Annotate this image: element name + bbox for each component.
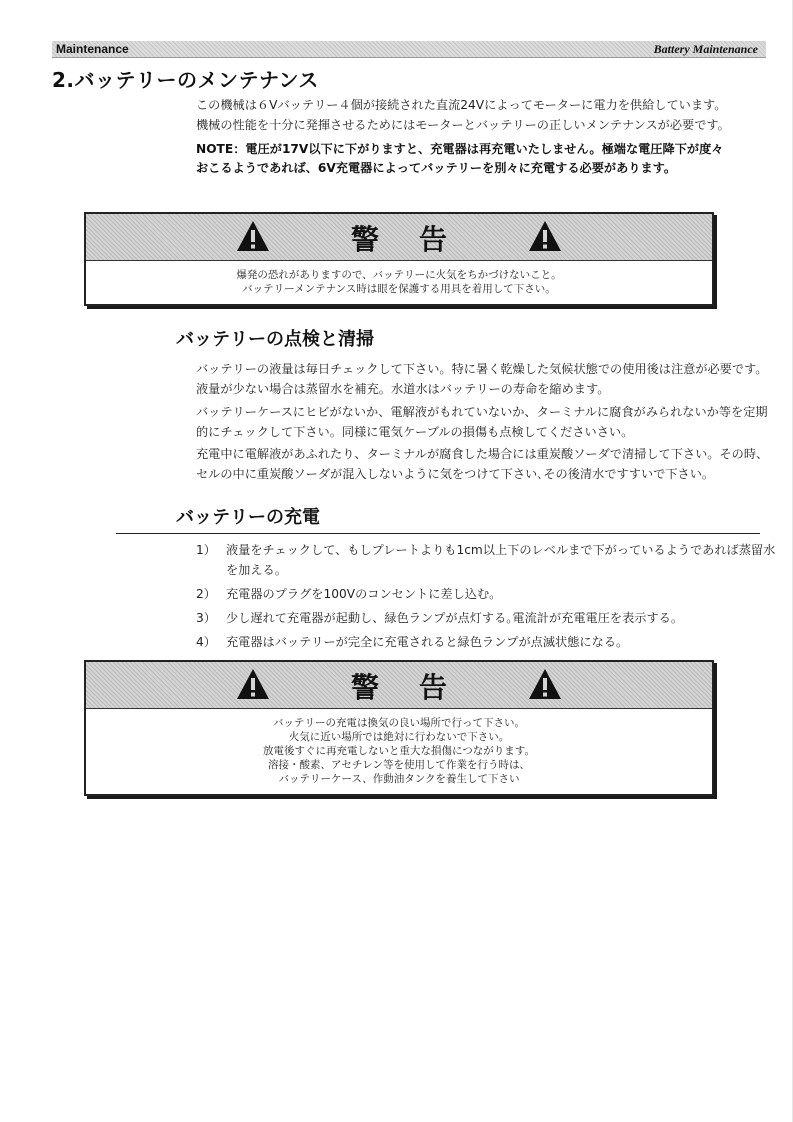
- warning-triangle-icon: [528, 668, 562, 700]
- warning-line: 爆発の恐れがありますので、バッテリーに火気をちかづけないこと。: [236, 269, 562, 281]
- note-line-2: おこるようであれば、6V充電器によってバッテリーを別々に充電する必要があります。: [196, 161, 677, 175]
- warning-line: バッテリーメンテナンス時は眼を保護する用具を着用して下さい。: [242, 283, 556, 295]
- step-text: 液量をチェックして、もしプレートよりも1cm以上下のレベルまで下がっているようであれば蒸留水を加える。: [226, 543, 776, 577]
- step-number: 1）: [196, 543, 216, 557]
- inspection-paragraph: バッテリーの液量は毎日チェックして下さい。特に暑く乾燥した気候状態での使用後は注意が必要です。液量が少ない場合は蒸留水を補充。水道水はバッテリーの寿命を縮めます。: [196, 362, 768, 396]
- warning-body: [86, 261, 712, 304]
- intro-line-1: この機械は６Vバッテリー４個が接続された直流24Vによってモーターに電力を供給しています。: [196, 98, 727, 112]
- warning-line: バッテリーケース、作動油タンクを養生して下さい: [278, 773, 520, 785]
- inspection-heading: バッテリーの点検と清掃: [176, 329, 374, 350]
- intro-line-2: 機械の性能を十分に発揮させるためにはモーターとバッテリーの正しいメンテナンスが必要です。: [196, 118, 730, 132]
- warning-line: 火気に近い場所では絶対に行わないで下さい。: [288, 731, 510, 743]
- warning-box-charging: [84, 660, 714, 796]
- warning-triangle-icon: [528, 220, 562, 252]
- warning-line: 溶接・酸素、アセチレン等を使用して作業を行う時は、: [268, 759, 530, 771]
- note-line-1: NOTE：電圧が17V以下に下がりますと、充電器は再充電いたしません。極端な電圧降下が度々: [196, 142, 724, 156]
- running-header: [52, 41, 766, 58]
- warning-line: 放電後すぐに再充電しないと重大な損傷につながります。: [263, 745, 535, 757]
- step-number: 2）: [196, 587, 216, 601]
- inspection-paragraph: バッテリーケースにヒビがないか、電解液がもれていないか、ターミナルに腐食がみられないか等を定期的にチェックして下さい。同様に電気ケーブルの損傷も点検してくださいさい。: [196, 405, 768, 439]
- charging-step: [196, 608, 776, 628]
- header-section-label: Maintenance: [56, 42, 129, 56]
- section-divider: [116, 533, 760, 534]
- step-number: 4）: [196, 635, 216, 649]
- header-topic-label: Battery Maintenance: [653, 42, 758, 56]
- warning-line: バッテリーの充電は換気の良い場所で行って下さい。: [273, 717, 525, 729]
- charging-steps: [196, 540, 776, 656]
- inspection-paragraph: 充電中に電解液があふれたり、ターミナルが腐食した場合には重炭酸ソーダで清掃して下さい。その時、セルの中に重炭酸ソーダが混入しないように気をつけて下さい､その後清水ですすいで下さい。: [196, 447, 769, 481]
- step-text: 少し遅れて充電器が起動し、緑色ランプが点灯する｡電流計が充電電圧を表示する。: [226, 611, 684, 625]
- step-text: 充電器はバッテリーが完全に充電されると緑色ランプが点滅状態になる。: [226, 635, 629, 649]
- charging-step: [196, 632, 776, 652]
- warning-header: [86, 662, 712, 709]
- step-number: 3）: [196, 611, 216, 625]
- section-title: 2.バッテリーのメンテナンス: [52, 68, 319, 92]
- warning-title: 警告: [350, 671, 487, 704]
- charging-heading: バッテリーの充電: [176, 507, 320, 528]
- warning-header: [86, 214, 712, 261]
- step-text: 充電器のプラグを100Vのコンセントに差し込む。: [226, 587, 502, 601]
- charging-step: [196, 584, 776, 604]
- warning-title: 警告: [350, 223, 487, 256]
- warning-body: [86, 709, 712, 794]
- warning-box-explosion: [84, 212, 714, 306]
- charging-step: [196, 540, 776, 580]
